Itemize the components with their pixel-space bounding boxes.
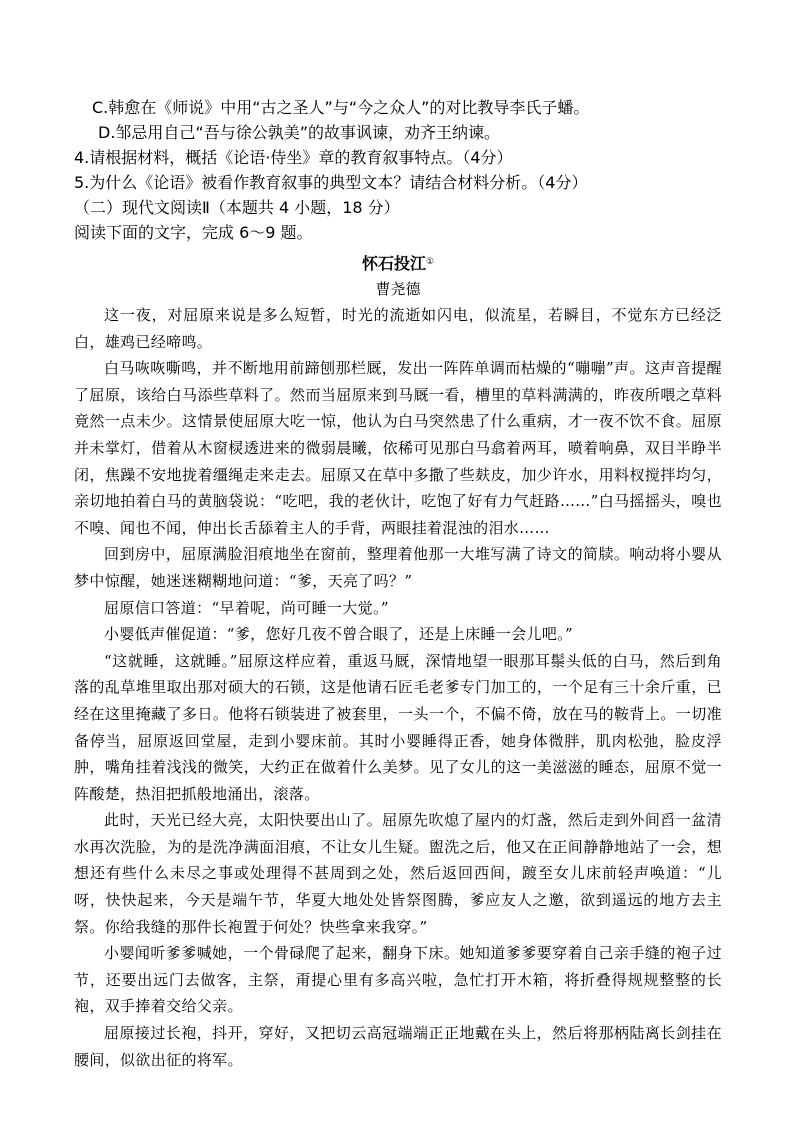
paragraph: 小婴低声催促道：“爹，您好几夜不曾合眼了，还是上床睡一会儿吧。” bbox=[104, 625, 574, 644]
paragraph: 屈原接过长袍，抖开，穿好，又把切云高冠端端正正地戴在头上，然后将那柄陆离长剑挂在腰间，似欲出征的将军。 bbox=[74, 1024, 722, 1069]
question-option-c: C.韩愈在《师说》中用“古之圣人”与“今之众人”的对比教导李氏子蟠。 bbox=[92, 98, 590, 117]
reading-instruction: 阅读下面的文字，完成 6～9 题。 bbox=[74, 223, 313, 242]
question-5: 5.为什么《论语》被看作教育叙事的典型文本？请结合材料分析。（4分） bbox=[74, 173, 588, 192]
article-title bbox=[74, 251, 722, 277]
question-4: 4.请根据材料，概括《论语·侍坐》章的教育叙事特点。（4分） bbox=[74, 148, 513, 167]
document-page bbox=[74, 95, 722, 1073]
paragraph: 此时，天光已经大亮，太阳快要出山了。屈原先吹熄了屋内的灯盏，然后走到外间舀一盆清水再次洗脸，为的是洗净满面泪痕，不让女儿生疑。盥洗之后，他又在正间静静地站了一会，想想还有些什么未尽之事或处理得不甚周到之处，然后返回西间，踱至女儿床前轻声唤道：“儿呀，快快起来，今天是端午节，华夏大地处处皆祭图腾，爹应友人之邀，欲到遥远的地方去主祭。你给我缝的那件长袍置于何处？快些拿来我穿。” bbox=[74, 811, 722, 936]
paragraph: “这就睡，这就睡。”屈原这样应着，重返马厩，深情地望一眼那耳鬃头低的白马，然后到角落的乱草堆里取出那对硕大的石锁，这是他请石匠毛老爹专门加工的，一个足有三十余斤重，已经在这里掩藏了多日。他将石锁装进了被套里，一头一个，不偏不倚，放在马的鞍背上。一切准备停当，屈原返回堂屋，走到小婴床前。其时小婴睡得正香，她身体微胖，肌肉松弛，脸皮浮肿，嘴角挂着浅浅的微笑，大约正在做着什么美梦。见了女儿的这一美滋滋的睡态，屈原不觉一阵酸楚，热泪把抓般地涌出，滚落。 bbox=[74, 651, 722, 803]
paragraph: 屈原信口答道：“早着呢，尚可睡一大觉。” bbox=[104, 598, 389, 617]
section-heading: （二）现代文阅读Ⅱ（本题共 4 小题，18 分） bbox=[74, 198, 400, 217]
paragraph: 这一夜，对屈原来说是多么短暂，时光的流逝如闪电，似流星，若瞬目，不觉东方已经泛白，雄鸡已经啼鸣。 bbox=[74, 306, 722, 351]
footnote-marker: ① bbox=[425, 257, 435, 267]
question-option-d: D.邹忌用自己“吾与徐公孰美”的故事讽谏，劝齐王纳谏。 bbox=[98, 123, 500, 142]
paragraph: 白马咴咴嘶鸣，并不断地用前蹄刨那栏厩，发出一阵阵单调而枯燥的“嘣嘣”声。这声音提醒了屈原，该给白马添些草料了。然而当屈原来到马厩一看，槽里的草料满满的，昨夜所喂之草料竟然一点未少。这情景使屈原大吃一惊，他认为白马突然患了什么重病，才一夜不饮不食。屈原并未掌灯，借着从木窗棂透进来的微弱晨曦，依稀可见那白马翕着两耳，喷着响鼻，双目半睁半闭，焦躁不安地拢着缰绳走来走去。屈原又在草中多撒了些麸皮，加少许水，用料杈搅拌均匀，亲切地拍着白马的黄脑袋说：“吃吧，我的老伙计，吃饱了好有力气赶路……”白马摇摇头，嗅也不嗅、闻也不闻，伸出长舌舔着主人的手背，两眼挂着混浊的泪水…… bbox=[74, 359, 722, 537]
article-body bbox=[74, 302, 722, 1073]
paragraph: 回到房中，屈原满脸泪痕地坐在窗前，整理着他那一大堆写满了诗文的简牍。响动将小婴从梦中惊醒，她迷迷糊糊地问道：“爹，天亮了吗？” bbox=[74, 545, 722, 590]
article-author: 曹尧德 bbox=[375, 280, 421, 298]
paragraph: 小婴闻听爹爹喊她，一个骨碌爬了起来，翻身下床。她知道爹爹要穿着自己亲手缝的袍子过节，还要出远门去做客，主祭，甭提心里有多高兴啦，急忙打开木箱，将折叠得规规整整的长袍，双手捧着交给父亲。 bbox=[74, 944, 722, 1016]
article-title-text: 怀石投江 bbox=[361, 254, 426, 273]
